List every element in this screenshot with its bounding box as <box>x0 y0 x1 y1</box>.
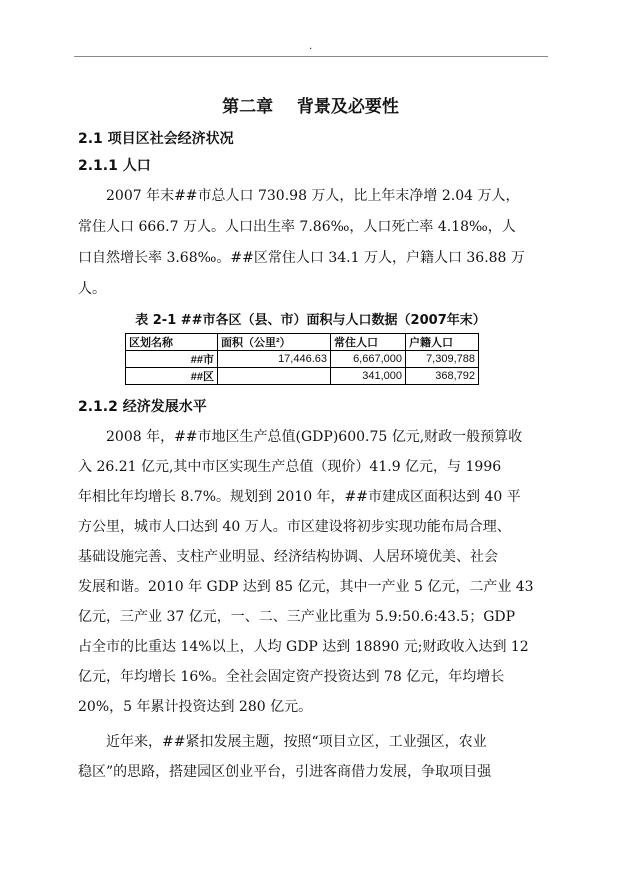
col-header-registered: 户籍人口 <box>406 334 479 351</box>
economy-line-2: 入 26.21 亿元,其中市区实现生产总值（现价）41.9 亿元，与 1996 <box>78 459 502 475</box>
economy-line-10: 20%，5 年累计投资达到 280 亿元。 <box>78 699 313 715</box>
header-mark: . <box>309 41 313 52</box>
economy-line-4: 方公里，城市人口达到 40 万人。市区建设将初步实现功能布局合理、 <box>78 519 511 535</box>
cell-resident: 6,667,000 <box>331 351 406 368</box>
cell-registered: 368,792 <box>406 368 479 385</box>
economy-line-9: 亿元，年均增长 16%。全社会固定资产投资达到 78 亿元，年均增长 <box>78 669 505 685</box>
cell-name: ##市 <box>126 351 218 368</box>
col-header-area: 面积（公里²） <box>218 334 331 351</box>
cell-name: ##区 <box>126 368 218 385</box>
cell-area <box>218 368 331 385</box>
population-line-4: 人。 <box>78 281 106 297</box>
cell-registered: 7,309,788 <box>406 351 479 368</box>
chapter-title: 第二章 背景及必要性 <box>222 97 399 117</box>
table-row <box>126 368 479 385</box>
table-header-row <box>126 334 479 351</box>
col-header-resident: 常住人口 <box>331 334 406 351</box>
economy-line-7: 亿元，三产业 37 亿元，一、二、三产业比重为 5.9:50.6:43.5；GDP <box>78 609 516 625</box>
economy-line-3: 年相比年均增长 8.7%。规划到 2010 年，##市建成区面积达到 40 平 <box>78 489 521 505</box>
population-heading: 2.1.1 人口 <box>78 158 151 174</box>
col-header-name: 区划名称 <box>126 334 218 351</box>
population-line-1: 2007 年末##市总人口 730.98 万人，比上年末净增 2.04 万人， <box>106 188 520 204</box>
economy-line-8: 占全市的比重达 14%以上，人均 GDP 达到 18890 元;财政收入达到 12 <box>78 639 529 655</box>
economy-line-6: 发展和谐。2010 年 GDP 达到 85 亿元，其中一产业 5 亿元，二产业 43 <box>78 579 534 595</box>
population-line-3: 口自然增长率 3.68‰。##区常住人口 34.1 万人，户籍人口 36.88 万 <box>78 250 525 266</box>
section-heading: 2.1 项目区社会经济状况 <box>78 131 234 147</box>
economy-line-5: 基础设施完善、支柱产业明显、经济结构协调、人居环境优美、社会 <box>78 549 498 565</box>
header-rule <box>74 56 548 57</box>
economy-heading: 2.1.2 经济发展水平 <box>78 399 207 415</box>
cell-area: 17,446.63 <box>218 351 331 368</box>
economy-line-1: 2008 年，##市地区生产总值(GDP)600.75 亿元,财政一般预算收 <box>106 429 523 445</box>
economy-para2-line-2: 稳区”的思路，搭建园区创业平台，引进客商借力发展，争取项目强 <box>78 764 492 780</box>
population-line-2: 常住人口 666.7 万人。人口出生率 7.86‰，人口死亡率 4.18‰，人 <box>78 219 516 235</box>
cell-resident: 341,000 <box>331 368 406 385</box>
economy-para2-line-1: 近年来，##紧扣发展主题，按照“项目立区，工业强区，农业 <box>106 734 487 750</box>
table-row <box>126 351 479 368</box>
table-caption: 表 2-1 ##市各区（县、市）面积与人口数据（2007年末） <box>135 313 486 328</box>
population-table <box>125 333 479 385</box>
